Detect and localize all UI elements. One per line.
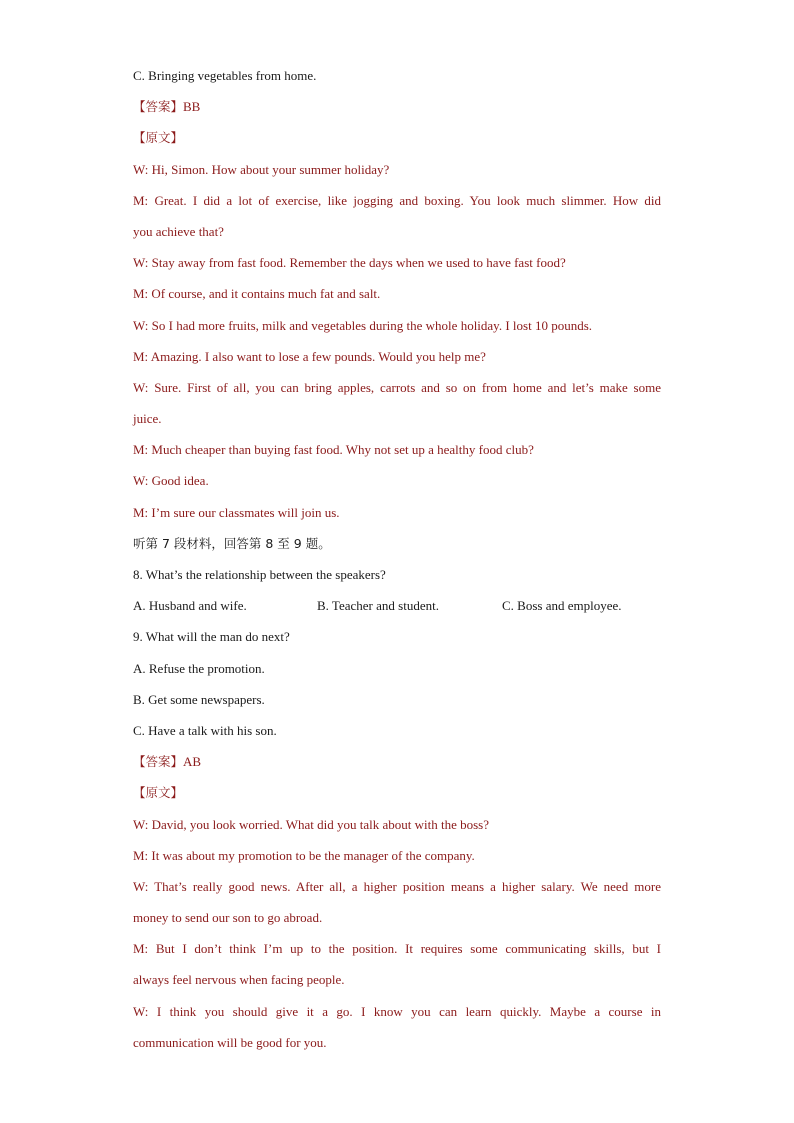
answer-line-2 bbox=[133, 746, 661, 777]
dialogue-line: money to send our son to go abroad. bbox=[133, 910, 323, 926]
dialogue-line: M: Amazing. I also want to lose a few pounds. Would you help me? bbox=[133, 348, 486, 364]
dialogue-line: W: Hi, Simon. How about your summer holiday? bbox=[133, 161, 390, 177]
dialogue-line: W: So I had more fruits, milk and vegetables during the whole holiday. I lost 10 pounds. bbox=[133, 317, 593, 333]
dialogue-line: communication will be good for you. bbox=[133, 1034, 327, 1050]
question-9: 9. What will the man do next? bbox=[133, 629, 290, 645]
dialogue-line: M: But I don’t think I’m up to the position. It requires some communicating skills, but I bbox=[133, 941, 661, 957]
q8-option-b: B. Teacher and student. bbox=[317, 598, 439, 614]
q8-option-c: C. Boss and employee. bbox=[502, 598, 622, 614]
dialogue-line: W: David, you look worried. What did you talk about with the boss? bbox=[133, 816, 489, 832]
dialogue-line: W: Stay away from fast food. Remember the days when we used to have fast food? bbox=[133, 255, 566, 271]
dialogue-line: always feel nervous when facing people. bbox=[133, 972, 345, 988]
question-8: 8. What’s the relationship between the speakers? bbox=[133, 567, 386, 582]
document-page bbox=[133, 60, 661, 1058]
answer-tag: 【答案】 bbox=[133, 754, 184, 770]
transcript-tag: 【原文】 bbox=[133, 785, 184, 801]
dialogue-line: W: I think you should give it a go. I know you can learn quickly. Maybe a course in bbox=[133, 1003, 661, 1019]
dialogue-line: M: Of course, and it contains much fat and salt. bbox=[133, 286, 381, 302]
dialogue-line: M: Much cheaper than buying fast food. Why not set up a healthy food club? bbox=[133, 442, 534, 458]
answer-tag: 【答案】 bbox=[133, 99, 184, 115]
dialogue-line: W: Sure. First of all, you can bring apples, carrots and so on from home and let’s make some bbox=[133, 379, 661, 395]
dialogue-line: M: Great. I did a lot of exercise, like jogging and boxing. You look much slimmer. How did bbox=[133, 192, 661, 208]
q9-option-b: B. Get some newspapers. bbox=[133, 691, 265, 707]
q7-option-c: C. Bringing vegetables from home. bbox=[133, 68, 317, 83]
q9-option-c: C. Have a talk with his son. bbox=[133, 722, 277, 738]
answer-value: BB bbox=[183, 99, 201, 115]
dialogue-line: M: It was about my promotion to be the manager of the company. bbox=[133, 847, 475, 863]
q9-option-a: A. Refuse the promotion. bbox=[133, 660, 265, 676]
dialogue-line: W: Good idea. bbox=[133, 473, 209, 489]
dialogue-line: you achieve that? bbox=[133, 223, 224, 239]
transcript-tag: 【原文】 bbox=[133, 130, 184, 146]
dialogue-line: juice. bbox=[133, 411, 162, 427]
answer-value: AB bbox=[183, 754, 202, 770]
q8-option-a: A. Husband and wife. bbox=[133, 598, 247, 614]
answer-line-1 bbox=[133, 91, 661, 122]
section-instruction: 听第 7 段材料，回答第 8 至 9 题。 bbox=[133, 535, 331, 551]
dialogue-line: M: I’m sure our classmates will join us. bbox=[133, 504, 340, 520]
dialogue-line: W: That’s really good news. After all, a higher position means a higher salary. We need more bbox=[133, 878, 661, 894]
question-8-options bbox=[133, 590, 661, 621]
